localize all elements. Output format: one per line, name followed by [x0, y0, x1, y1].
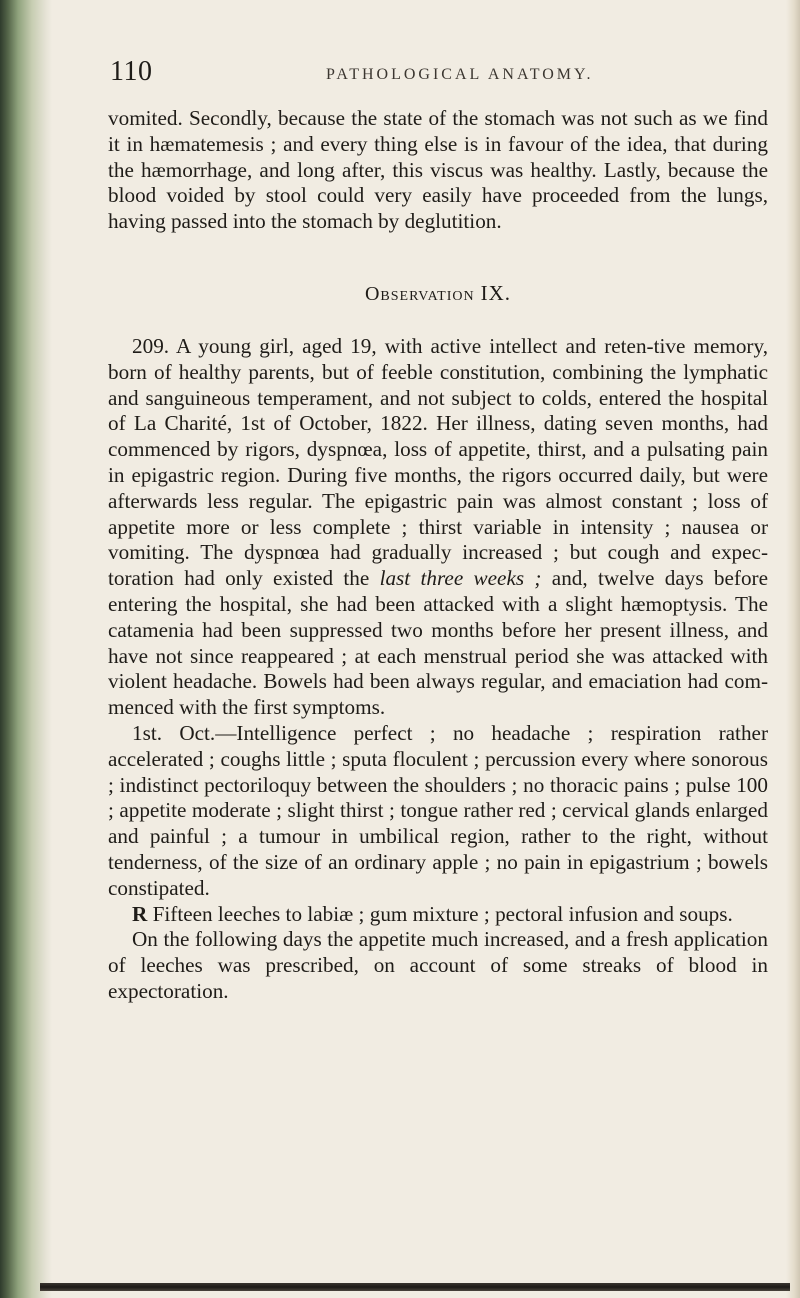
prescription-paragraph: [108, 902, 768, 928]
followup-paragraph: On the following days the appetite much increased, and a fresh application of leeches was prescribed, on account of some streaks of blood in expectoration.: [108, 927, 768, 1003]
observation-heading: [108, 281, 768, 306]
running-title: PATHOLOGICAL ANATOMY.: [326, 66, 594, 83]
running-head: [108, 56, 768, 92]
bottom-rule: [40, 1283, 790, 1291]
case-history-paragraph: [108, 334, 768, 721]
page-number: 110: [110, 56, 153, 87]
case-history-text-1: 209. A young girl, aged 19, with active intellect and reten-tive memory, born of healthy parents, but of feeble constitution, combining the lymphatic and sanguineous temperament, and not subject to colds, entered the hospital of La Charité, 1st of October, 1822. Her illness, dating seven months, had commenced by rigors, dyspnœa, loss of appetite, thirst, and a pulsating pain in epigastric region. During five months, the rigors occurred daily, but were afterwards less regular. The epigastric pain was almost constant ; loss of appetite more or less complete ; thirst variable in intensity ; nausea or vomiting. The dyspnœa had gradually increased ; but cough and expec-toration had only existed the: [108, 333, 768, 591]
prescription-text: Fifteen leeches to labiæ ; gum mixture ; pectoral infusion and soups.: [147, 901, 733, 926]
observation-label: Observation: [364, 282, 475, 305]
observation-number: IX.: [480, 280, 512, 305]
recipe-symbol: R: [132, 901, 148, 926]
page-edge: [786, 0, 800, 1298]
paragraph-continuation: vomited. Secondly, because the state of the stomach was not such as we find it in hæmatemesis ; and every thing else is in favour of the idea, that during the hæmorrhage, and long after, this viscus was healthy. Lastly, because the blood voided by stool could very easily have proceeded from the lungs, having passed into the stomach by deglutition.: [108, 106, 768, 234]
book-gutter: [0, 0, 52, 1298]
case-history-italic: last three weeks ;: [379, 566, 542, 591]
page-body: [108, 56, 768, 1005]
case-history-text-2: and, twelve days before entering the hospital, she had been attacked with a slight hæmoptysis. The catamenia had been suppressed two months before her present illness, and have not since reappeared ; at each menstrual period she was attacked with violent headache. Bowels had been always regular, and emaciation had com-menced with the first symptoms.: [108, 566, 768, 720]
examination-paragraph: 1st. Oct.—Intelligence perfect ; no headache ; respiration rather accelerated ; coughs little ; sputa floculent ; percussion every where sonorous ; indistinct pectoriloquy between the shoulders ; no thoracic pains ; pulse 100 ; appetite moderate ; slight thirst ; tongue rather red ; cervical glands enlarged and painful ; a tumour in umbilical region, rather to the right, without tenderness, of the size of an ordinary apple ; no pain in epigastrium ; bowels constipated.: [108, 720, 768, 900]
